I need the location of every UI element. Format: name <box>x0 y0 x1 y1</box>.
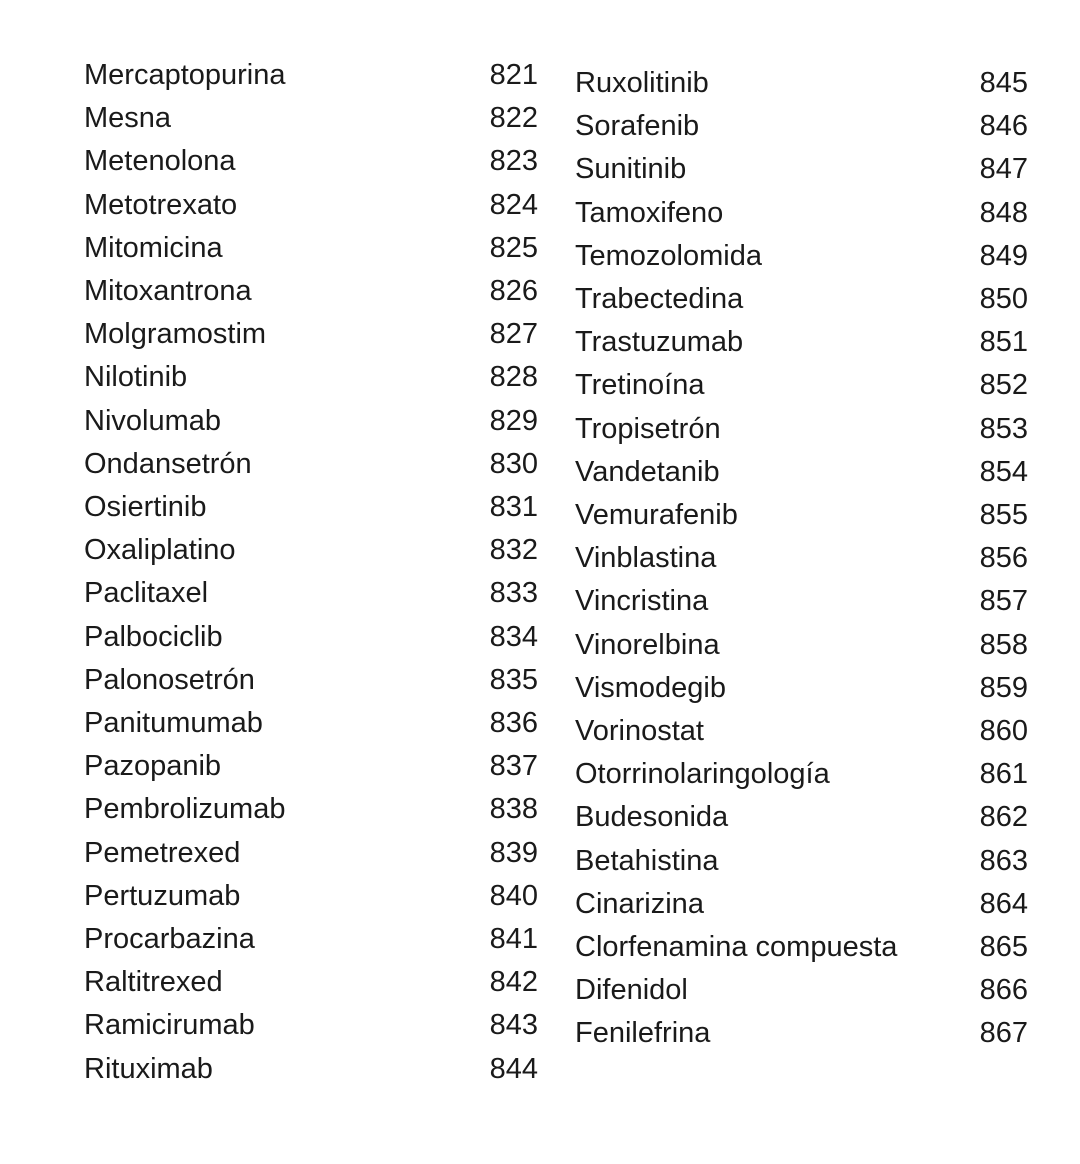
entry-name: Metenolona <box>84 145 236 178</box>
entry-page-number: 839 <box>489 836 538 869</box>
entry-name: Vismodegib <box>575 671 727 704</box>
entry-page-number: 866 <box>979 974 1028 1007</box>
entry-name: Trastuzumab <box>575 326 744 359</box>
entry-name: Otorrinolaringología <box>575 758 830 791</box>
entry-page-number: 826 <box>489 275 538 307</box>
entry-name: Nivolumab <box>84 404 221 437</box>
entry-name: Metotrexato <box>84 188 238 221</box>
entry-page-number: 850 <box>979 283 1028 315</box>
entry-page-number: 864 <box>979 887 1028 920</box>
entry-name: Nilotinib <box>84 361 188 394</box>
entry-page-number: 853 <box>979 412 1028 445</box>
entry-name: Clorfenamina compuesta <box>575 931 898 963</box>
entry-name: Betahistina <box>575 844 719 877</box>
entry-page-number: 841 <box>489 923 538 955</box>
entry-page-number: 861 <box>979 758 1028 791</box>
entry-name: Vincristina <box>575 585 709 618</box>
entry-name: Rituximab <box>84 1052 213 1085</box>
entry-page-number: 856 <box>979 542 1028 575</box>
entry-page-number: 822 <box>489 102 538 135</box>
entry-page-number: 847 <box>979 153 1028 186</box>
entry-name: Mitoxantrona <box>84 275 252 307</box>
entry-name: Oxaliplatino <box>84 534 236 567</box>
entry-name: Ramicirumab <box>84 1009 255 1042</box>
entry-page-number: 834 <box>489 620 538 653</box>
entry-page-number: 863 <box>979 844 1028 877</box>
entry-name: Procarbazina <box>84 923 255 955</box>
entry-page-number: 848 <box>979 196 1028 229</box>
entry-name: Mesna <box>84 102 172 135</box>
entry-page-number: 828 <box>489 361 538 394</box>
entry-page-number: 832 <box>489 534 538 567</box>
entry-page-number: 846 <box>979 110 1028 143</box>
entry-name: Panitumumab <box>84 707 263 739</box>
entry-name: Pazopanib <box>84 750 222 783</box>
entry-page-number: 849 <box>979 239 1028 272</box>
entry-name: Osiertinib <box>84 491 207 523</box>
entry-name: Pembrolizumab <box>84 793 286 826</box>
entry-page-number: 854 <box>979 455 1028 488</box>
entry-name: Raltitrexed <box>84 966 223 999</box>
entry-page-number: 836 <box>489 707 538 739</box>
entry-page-number: 833 <box>489 577 538 610</box>
entry-name: Mercaptopurina <box>84 59 286 91</box>
entry-page-number: 842 <box>489 966 538 999</box>
entry-name: Budesonida <box>575 801 729 834</box>
entry-page-number: 825 <box>489 231 538 264</box>
entry-page-number: 838 <box>489 793 538 826</box>
entry-name: Sunitinib <box>575 153 687 186</box>
entry-page-number: 824 <box>489 188 538 221</box>
entry-name: Vinorelbina <box>575 628 720 661</box>
entry-page-number: 860 <box>979 715 1028 747</box>
entry-page-number: 857 <box>979 585 1028 618</box>
entry-name: Trabectedina <box>575 283 744 315</box>
entry-page-number: 830 <box>489 447 538 480</box>
entry-name: Pemetrexed <box>84 836 241 869</box>
entry-name: Pertuzumab <box>84 879 241 912</box>
entry-page-number: 844 <box>489 1052 538 1085</box>
entry-name: Cinarizina <box>575 887 704 920</box>
entry-page-number: 862 <box>979 801 1028 834</box>
entry-name: Paclitaxel <box>84 577 209 610</box>
entry-name: Palbociclib <box>84 620 223 653</box>
entry-name: Mitomicina <box>84 231 223 264</box>
entry-page-number: 837 <box>489 750 538 783</box>
entry-name: Vinblastina <box>575 542 717 575</box>
entry-page-number: 851 <box>979 326 1028 359</box>
entry-name: Vandetanib <box>575 455 720 488</box>
entry-page-number: 827 <box>489 318 538 351</box>
entry-name: Vemurafenib <box>575 499 738 531</box>
entry-name: Tropisetrón <box>575 412 721 445</box>
entry-page-number: 829 <box>489 404 538 437</box>
entry-page-number: 845 <box>979 67 1028 99</box>
entry-name: Molgramostim <box>84 318 267 351</box>
entry-name: Tamoxifeno <box>575 196 724 229</box>
entry-name: Ondansetrón <box>84 447 252 480</box>
entry-page-number: 867 <box>979 1017 1028 1050</box>
entry-page-number: 843 <box>489 1009 538 1042</box>
entry-name: Difenidol <box>575 974 688 1007</box>
entry-page-number: 831 <box>489 491 538 523</box>
entry-name: Vorinostat <box>575 715 704 747</box>
entry-page-number: 835 <box>489 663 538 696</box>
entry-name: Palonosetrón <box>84 663 255 696</box>
entry-name: Fenilefrina <box>575 1017 711 1050</box>
entry-name: Tretinoína <box>575 369 705 402</box>
entry-page-number: 840 <box>489 879 538 912</box>
entry-name: Temozolomida <box>575 239 762 272</box>
entry-name: Ruxolitinib <box>575 67 709 99</box>
entry-page-number: 858 <box>979 628 1028 661</box>
entry-page-number: 821 <box>489 59 538 91</box>
entry-page-number: 855 <box>979 499 1028 531</box>
entry-page-number: 852 <box>979 369 1028 402</box>
entry-page-number: 823 <box>489 145 538 178</box>
entry-page-number: 859 <box>979 671 1028 704</box>
entry-name: Sorafenib <box>575 110 700 143</box>
entry-page-number: 865 <box>979 931 1028 963</box>
